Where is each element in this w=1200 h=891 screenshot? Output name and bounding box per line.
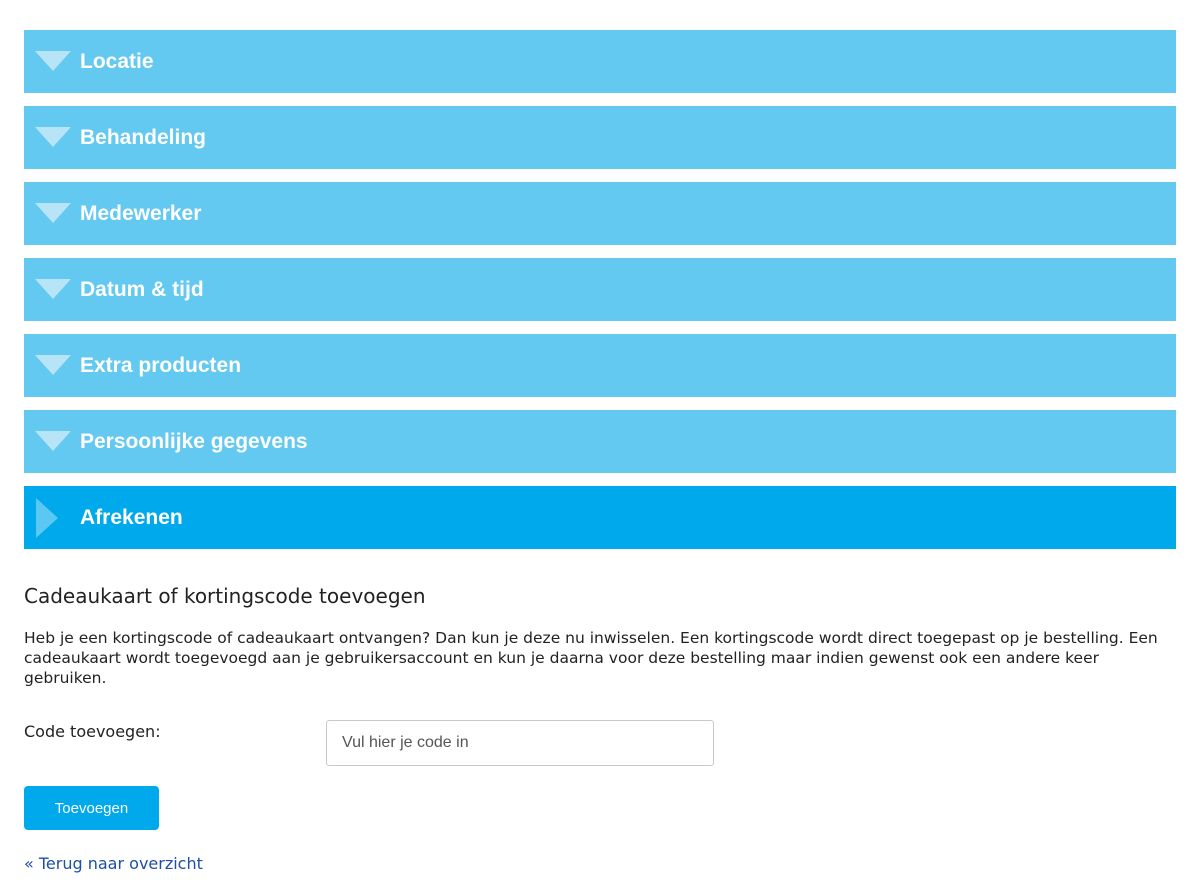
back-to-overview-link[interactable]: « Terug naar overzicht (24, 854, 203, 873)
chevron-down-icon (35, 279, 71, 299)
step-label: Behandeling (80, 126, 207, 149)
chevron-down-icon (35, 203, 71, 223)
step-label: Medewerker (80, 202, 202, 225)
add-code-button[interactable]: Toevoegen (24, 786, 159, 830)
voucher-description: Heb je een kortingscode of cadeaukaart ontvangen? Dan kun je deze nu inwisselen. Een kortingscode wordt direct toegepast op je bestelling. Een cadeaukaart wordt toegevoegd aan je gebruikersaccount en kun je daarna voor deze bestelling maar indien gewenst ook een andere keer gebruiken. (24, 629, 1158, 687)
voucher-section-title: Cadeaukaart of kortingscode toevoegen (24, 584, 426, 608)
step-behandeling[interactable] (24, 106, 1176, 169)
step-label: Datum & tijd (80, 278, 204, 301)
step-label: Persoonlijke gegevens (80, 430, 308, 453)
chevron-down-icon (35, 355, 71, 375)
voucher-code-input[interactable] (326, 720, 714, 766)
chevron-right-icon (36, 498, 58, 538)
step-afrekenen[interactable] (24, 486, 1176, 549)
step-label: Afrekenen (80, 506, 183, 529)
chevron-down-icon (35, 431, 71, 451)
code-field-label: Code toevoegen: (24, 722, 161, 741)
step-persoonlijke-gegevens[interactable] (24, 410, 1176, 473)
step-datum-tijd[interactable] (24, 258, 1176, 321)
step-extra-producten[interactable] (24, 334, 1176, 397)
chevron-down-icon (35, 127, 71, 147)
booking-steps (24, 30, 1176, 562)
step-locatie[interactable] (24, 30, 1176, 93)
step-label: Locatie (80, 50, 154, 73)
chevron-down-icon (35, 51, 71, 71)
step-medewerker[interactable] (24, 182, 1176, 245)
step-label: Extra producten (80, 354, 242, 377)
